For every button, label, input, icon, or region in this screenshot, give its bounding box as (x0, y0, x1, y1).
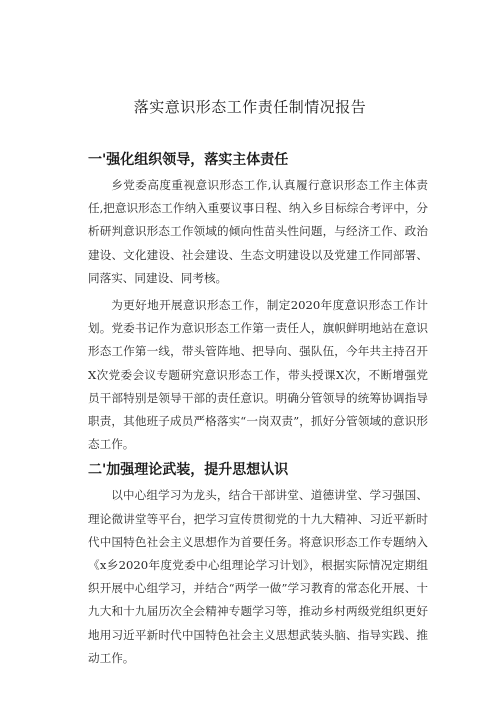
section-1-paragraph-1: 乡党委高度重视意识形态工作,认真履行意识形态工作主体责任,把意识形态工作纳入重要议事日程、纳入乡目标综合考评中，分析研判意识形态工作领域的倾向性苗头性问题，与经济工作、政治建设、文化建设、社会建设、生态文明建设以及党建工作同部署、同落实、同建设、同考核。 (88, 178, 428, 285)
document-body (88, 150, 428, 674)
section-2-paragraph-1: 以中心组学习为龙头，结合干部讲堂、道德讲堂、学习强国、理论微讲堂等平台，把学习宣传贯彻党的十九大精神、习近平新时代中国特色社会主义思想作为首要任务。将意识形态工作专题纳入《x乡2020年度党委中心组理论学习计划》，根据实际情况定期组织开展中心组学习，并结合“两学一做”学习教育的常态化开展、十九大和十九届历次全会精神专题学习等，推动乡村两级党组织更好地用习近平新时代中国特色社会主义思想武装头脑、指导实践、推动工作。 (88, 488, 428, 665)
section-1-paragraph-2: 为更好地开展意识形态工作，制定2020年度意识形态工作计划。党委书记作为意识形态工作第一责任人，旗帜鲜明地站在意识形态工作第一线，带头管阵地、把导向、强队伍，今年共主持召开X次党委会议专题研究意识形态工作，带头授课X次，不断增强党员干部特别是领导干部的责任意识。明确分管领导的统筹协调指导职责，其他班子成员严格落实“一岗双责”，抓好分管领域的意识形态工作。 (88, 298, 428, 452)
section-1-heading: 一'强化组织领导，落实主体责任 (88, 152, 289, 168)
document-title: 落实意识形态工作责任制情况报告 (133, 98, 367, 116)
section-2-heading: 二'加强理论武装，提升思想认识 (88, 462, 289, 479)
section-2 (88, 460, 428, 670)
section-1 (88, 150, 428, 456)
